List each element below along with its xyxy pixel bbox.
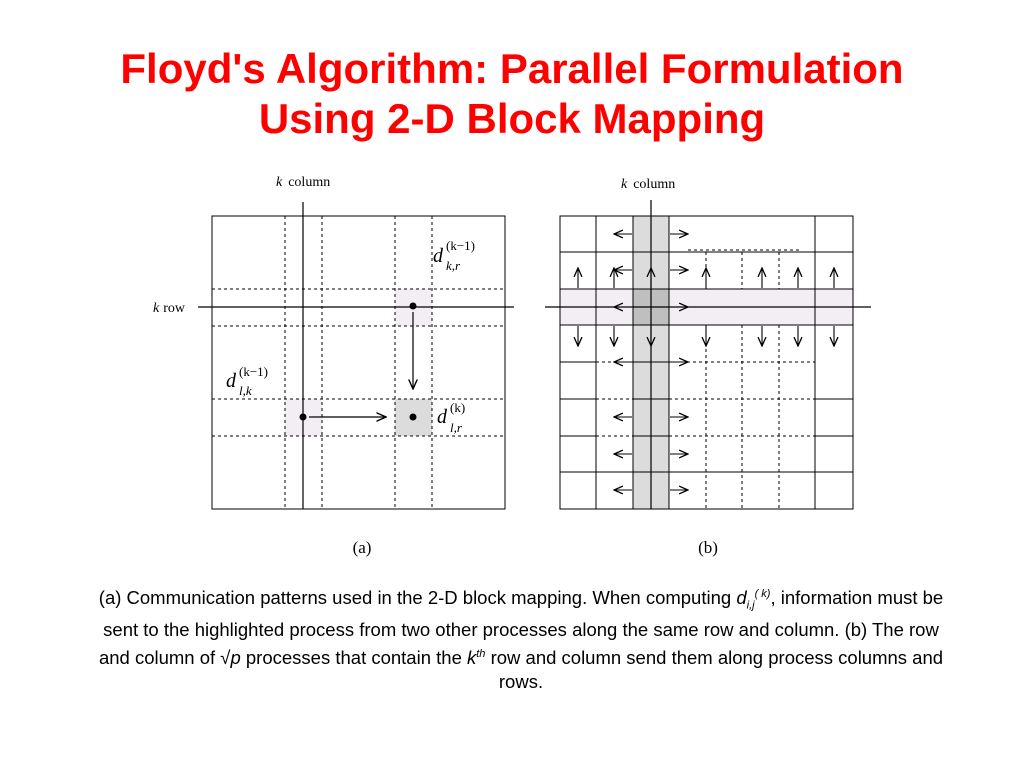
svg-text:(k−1): (k−1) — [239, 364, 268, 379]
dot-dkr — [410, 303, 417, 310]
dot-dlk — [300, 414, 307, 421]
panel-label-a: (a) — [352, 538, 372, 557]
svg-text:d: d — [226, 370, 236, 392]
panel-a — [153, 175, 514, 557]
svg-text:k,r: k,r — [446, 258, 461, 273]
label-d-lk — [226, 364, 268, 398]
k-row-label-a: k row — [153, 301, 185, 316]
svg-text:d: d — [437, 406, 447, 428]
svg-text:l,r: l,r — [450, 420, 462, 435]
grid-lines-a — [212, 216, 505, 509]
svg-text:l,k: l,k — [239, 383, 252, 398]
figure-caption: (a) Communication patterns used in the 2-D block mapping. When computing $d_{i,j}^{( k)}$, information must be sent to the highlighted process from two other processes along the same row and column. (b) The row and column of √p processes that contain the $k^{th}$ row and column send them along process columns and rows. — [98, 587, 944, 692]
grid-frame-a — [212, 216, 505, 509]
panel-label-b: (b) — [698, 538, 718, 557]
panel-b — [545, 177, 871, 557]
label-d-kr — [433, 238, 475, 273]
k-column-label-b: k column — [621, 177, 676, 192]
caption-kth: $k^{th}$ — [467, 647, 486, 668]
svg-text:d: d — [433, 245, 443, 267]
svg-text:(k): (k) — [450, 400, 466, 415]
caption-d-symbol: $d_{i,j}^{( k)}$ — [736, 587, 771, 612]
svg-text:(k−1): (k−1) — [446, 238, 475, 253]
title-line-1: Floyd's Algorithm: Parallel Formulation — [120, 45, 904, 92]
dot-dlr — [410, 414, 417, 421]
caption-sqrt: √ — [220, 647, 231, 668]
k-column-label-a: k column — [276, 175, 331, 190]
label-d-lr — [437, 400, 465, 435]
title-line-2: Using 2-D Block Mapping — [258, 95, 766, 142]
caption-p: p — [230, 647, 241, 668]
